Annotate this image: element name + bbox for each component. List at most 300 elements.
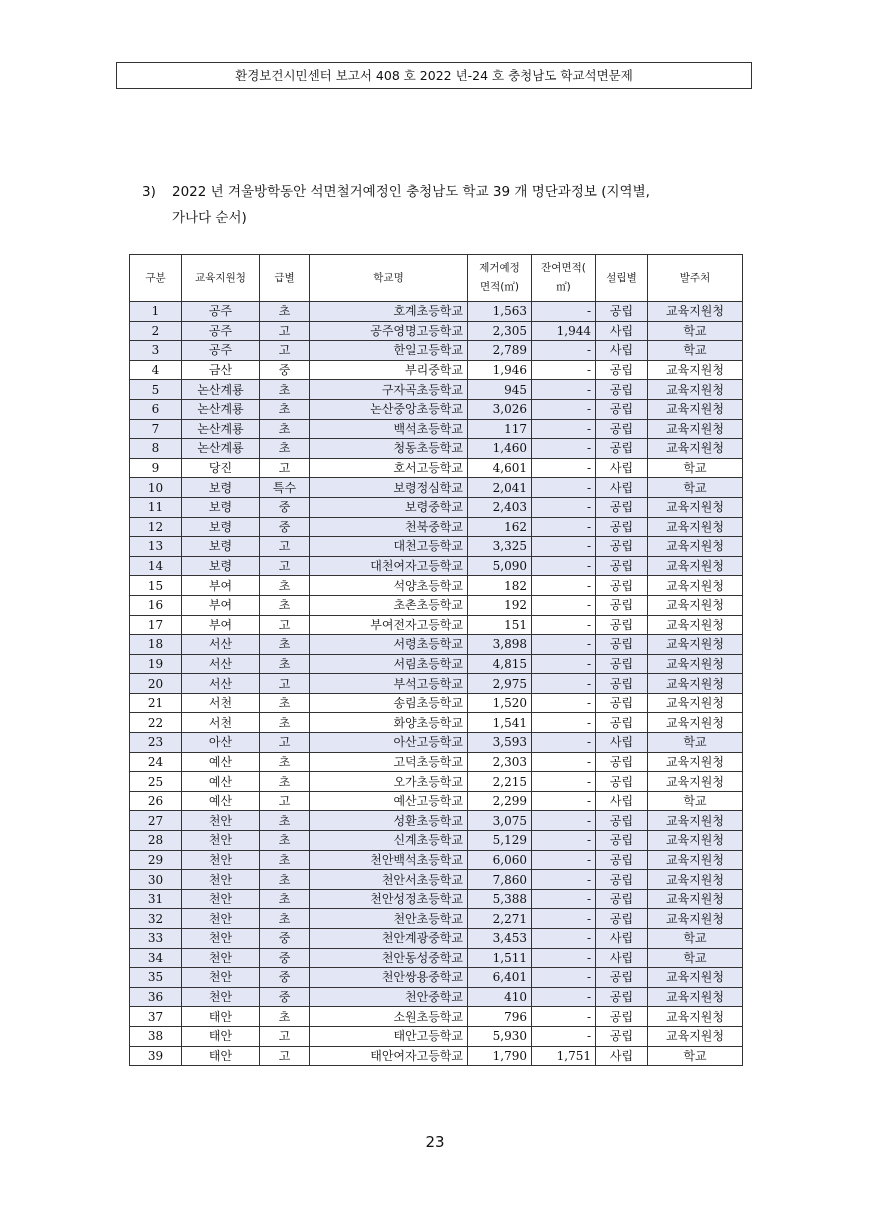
- row-removal-area: 1,946: [468, 360, 532, 380]
- row-number: 10: [130, 478, 182, 498]
- page-number: 23: [425, 1133, 445, 1151]
- row-client: 교육지원청: [648, 615, 743, 635]
- row-establishment-type: 공립: [596, 635, 648, 655]
- row-level: 초: [260, 576, 310, 596]
- table-row: [130, 909, 743, 929]
- row-removal-area: 3,075: [468, 811, 532, 831]
- row-establishment-type: 사립: [596, 733, 648, 753]
- row-school-name: 천안중학교: [310, 987, 468, 1007]
- row-office: 보령: [182, 537, 260, 557]
- col-header-area-line1: 제거예정: [479, 262, 520, 274]
- row-removal-area: 162: [468, 517, 532, 537]
- row-number: 11: [130, 497, 182, 517]
- row-removal-area: 2,299: [468, 791, 532, 811]
- row-number: 9: [130, 458, 182, 478]
- row-number: 30: [130, 870, 182, 890]
- row-remaining-area: -: [532, 478, 596, 498]
- row-establishment-type: 공립: [596, 595, 648, 615]
- row-establishment-type: 공립: [596, 497, 648, 517]
- row-level: 중: [260, 360, 310, 380]
- row-client: 교육지원청: [648, 752, 743, 772]
- col-header-type: 설립별: [596, 255, 648, 302]
- row-office: 천안: [182, 811, 260, 831]
- table-row: [130, 576, 743, 596]
- row-establishment-type: 사립: [596, 458, 648, 478]
- row-office: 공주: [182, 341, 260, 361]
- row-office: 부여: [182, 576, 260, 596]
- row-remaining-area: -: [532, 791, 596, 811]
- row-level: 고: [260, 537, 310, 557]
- row-office: 서천: [182, 713, 260, 733]
- row-school-name: 대천여자고등학교: [310, 556, 468, 576]
- table-row: [130, 968, 743, 988]
- row-school-name: 오가초등학교: [310, 772, 468, 792]
- row-remaining-area: -: [532, 399, 596, 419]
- row-remaining-area: -: [532, 909, 596, 929]
- row-number: 35: [130, 968, 182, 988]
- row-office: 천안: [182, 987, 260, 1007]
- row-number: 14: [130, 556, 182, 576]
- row-number: 16: [130, 595, 182, 615]
- row-level: 고: [260, 791, 310, 811]
- row-level: 초: [260, 811, 310, 831]
- row-level: 특수: [260, 478, 310, 498]
- table-row: [130, 791, 743, 811]
- row-remaining-area: -: [532, 615, 596, 635]
- row-remaining-area: -: [532, 360, 596, 380]
- col-header-office: 교육지원청: [182, 255, 260, 302]
- row-number: 33: [130, 929, 182, 949]
- row-client: 학교: [648, 341, 743, 361]
- table-row: [130, 302, 743, 322]
- row-level: 초: [260, 870, 310, 890]
- row-removal-area: 117: [468, 419, 532, 439]
- row-school-name: 천안성정초등학교: [310, 889, 468, 909]
- row-level: 초: [260, 713, 310, 733]
- row-remaining-area: -: [532, 302, 596, 322]
- row-client: 교육지원청: [648, 987, 743, 1007]
- row-number: 7: [130, 419, 182, 439]
- row-client: 학교: [648, 321, 743, 341]
- row-school-name: 화양초등학교: [310, 713, 468, 733]
- col-header-remain: [532, 255, 596, 302]
- table-row: [130, 595, 743, 615]
- table-row: [130, 497, 743, 517]
- row-client: 교육지원청: [648, 439, 743, 459]
- row-school-name: 천안쌍용중학교: [310, 968, 468, 988]
- row-client: 교육지원청: [648, 399, 743, 419]
- row-client: 교육지원청: [648, 674, 743, 694]
- row-school-name: 서림초등학교: [310, 654, 468, 674]
- row-client: 교육지원청: [648, 1026, 743, 1046]
- row-remaining-area: -: [532, 968, 596, 988]
- row-number: 23: [130, 733, 182, 753]
- row-school-name: 서령초등학교: [310, 635, 468, 655]
- row-level: 초: [260, 595, 310, 615]
- row-number: 4: [130, 360, 182, 380]
- table-row: [130, 439, 743, 459]
- row-establishment-type: 공립: [596, 772, 648, 792]
- row-school-name: 아산고등학교: [310, 733, 468, 753]
- row-client: 교육지원청: [648, 713, 743, 733]
- table-row: [130, 458, 743, 478]
- row-school-name: 천안계광중학교: [310, 929, 468, 949]
- row-office: 부여: [182, 595, 260, 615]
- table-row: [130, 654, 743, 674]
- row-removal-area: 7,860: [468, 870, 532, 890]
- row-client: 학교: [648, 458, 743, 478]
- row-removal-area: 1,511: [468, 948, 532, 968]
- table-row: [130, 380, 743, 400]
- row-establishment-type: 공립: [596, 870, 648, 890]
- row-removal-area: 1,520: [468, 693, 532, 713]
- row-number: 24: [130, 752, 182, 772]
- row-office: 보령: [182, 478, 260, 498]
- row-number: 3: [130, 341, 182, 361]
- row-client: 학교: [648, 1046, 743, 1066]
- row-office: 천안: [182, 968, 260, 988]
- row-remaining-area: -: [532, 439, 596, 459]
- row-removal-area: 151: [468, 615, 532, 635]
- row-level: 초: [260, 693, 310, 713]
- row-number: 5: [130, 380, 182, 400]
- row-school-name: 천안백석초등학교: [310, 850, 468, 870]
- row-level: 중: [260, 948, 310, 968]
- row-establishment-type: 공립: [596, 968, 648, 988]
- table-row: [130, 850, 743, 870]
- row-removal-area: 2,271: [468, 909, 532, 929]
- row-number: 34: [130, 948, 182, 968]
- row-establishment-type: 사립: [596, 948, 648, 968]
- row-remaining-area: -: [532, 1007, 596, 1027]
- row-office: 부여: [182, 615, 260, 635]
- row-remaining-area: -: [532, 595, 596, 615]
- row-number: 27: [130, 811, 182, 831]
- row-level: 고: [260, 733, 310, 753]
- row-office: 논산계룡: [182, 439, 260, 459]
- row-number: 36: [130, 987, 182, 1007]
- table-row: [130, 752, 743, 772]
- row-school-name: 공주영명고등학교: [310, 321, 468, 341]
- table-row: [130, 635, 743, 655]
- table-row: [130, 478, 743, 498]
- row-remaining-area: -: [532, 713, 596, 733]
- row-removal-area: 1,790: [468, 1046, 532, 1066]
- row-office: 천안: [182, 909, 260, 929]
- row-office: 천안: [182, 831, 260, 851]
- row-establishment-type: 공립: [596, 399, 648, 419]
- row-school-name: 성환초등학교: [310, 811, 468, 831]
- row-level: 중: [260, 987, 310, 1007]
- row-office: 태안: [182, 1026, 260, 1046]
- row-establishment-type: 공립: [596, 302, 648, 322]
- row-level: 중: [260, 497, 310, 517]
- row-remaining-area: -: [532, 948, 596, 968]
- row-level: 중: [260, 968, 310, 988]
- row-office: 당진: [182, 458, 260, 478]
- row-removal-area: 5,129: [468, 831, 532, 851]
- row-level: 고: [260, 615, 310, 635]
- row-school-name: 대천고등학교: [310, 537, 468, 557]
- row-office: 예산: [182, 752, 260, 772]
- row-removal-area: 410: [468, 987, 532, 1007]
- row-school-name: 한일고등학교: [310, 341, 468, 361]
- table-row: [130, 537, 743, 557]
- row-school-name: 고덕초등학교: [310, 752, 468, 772]
- row-establishment-type: 공립: [596, 439, 648, 459]
- row-client: 교육지원청: [648, 302, 743, 322]
- row-remaining-area: -: [532, 654, 596, 674]
- row-number: 17: [130, 615, 182, 635]
- row-number: 2: [130, 321, 182, 341]
- row-client: 교육지원청: [648, 380, 743, 400]
- row-remaining-area: -: [532, 341, 596, 361]
- table-row: [130, 360, 743, 380]
- row-number: 38: [130, 1026, 182, 1046]
- row-remaining-area: -: [532, 752, 596, 772]
- row-removal-area: 5,930: [468, 1026, 532, 1046]
- row-number: 22: [130, 713, 182, 733]
- row-client: 교육지원청: [648, 654, 743, 674]
- row-school-name: 천안서초등학교: [310, 870, 468, 890]
- row-school-name: 신계초등학교: [310, 831, 468, 851]
- row-number: 37: [130, 1007, 182, 1027]
- row-number: 25: [130, 772, 182, 792]
- row-client: 교육지원청: [648, 537, 743, 557]
- row-office: 논산계룡: [182, 399, 260, 419]
- row-level: 고: [260, 458, 310, 478]
- table-row: [130, 556, 743, 576]
- row-removal-area: 3,026: [468, 399, 532, 419]
- row-removal-area: 4,601: [468, 458, 532, 478]
- school-table: [129, 254, 743, 1066]
- row-client: 학교: [648, 733, 743, 753]
- table-row: [130, 419, 743, 439]
- table-row: [130, 870, 743, 890]
- row-level: 고: [260, 556, 310, 576]
- col-header-remain-line1: 잔여면적(: [541, 262, 586, 274]
- row-establishment-type: 공립: [596, 1007, 648, 1027]
- table-row: [130, 713, 743, 733]
- row-removal-area: 1,460: [468, 439, 532, 459]
- row-office: 보령: [182, 497, 260, 517]
- table-row: [130, 674, 743, 694]
- row-remaining-area: 1,751: [532, 1046, 596, 1066]
- row-removal-area: 192: [468, 595, 532, 615]
- row-removal-area: 6,060: [468, 850, 532, 870]
- row-school-name: 청동초등학교: [310, 439, 468, 459]
- row-office: 논산계룡: [182, 380, 260, 400]
- row-establishment-type: 공립: [596, 1026, 648, 1046]
- row-school-name: 천북중학교: [310, 517, 468, 537]
- row-school-name: 부리중학교: [310, 360, 468, 380]
- row-client: 교육지원청: [648, 811, 743, 831]
- row-school-name: 구자곡초등학교: [310, 380, 468, 400]
- row-client: 교육지원청: [648, 693, 743, 713]
- row-client: 교육지원청: [648, 831, 743, 851]
- row-client: 교육지원청: [648, 889, 743, 909]
- row-removal-area: 2,975: [468, 674, 532, 694]
- row-remaining-area: -: [532, 831, 596, 851]
- table-row: [130, 321, 743, 341]
- row-school-name: 부석고등학교: [310, 674, 468, 694]
- table-row: [130, 831, 743, 851]
- row-office: 예산: [182, 772, 260, 792]
- row-removal-area: 1,563: [468, 302, 532, 322]
- row-client: 교육지원청: [648, 968, 743, 988]
- row-school-name: 초촌초등학교: [310, 595, 468, 615]
- row-removal-area: 3,453: [468, 929, 532, 949]
- row-number: 6: [130, 399, 182, 419]
- row-school-name: 천안동성중학교: [310, 948, 468, 968]
- row-client: 교육지원청: [648, 870, 743, 890]
- section-number: 3): [142, 184, 156, 200]
- row-establishment-type: 공립: [596, 752, 648, 772]
- row-office: 천안: [182, 850, 260, 870]
- row-level: 초: [260, 772, 310, 792]
- table-row: [130, 399, 743, 419]
- row-establishment-type: 사립: [596, 321, 648, 341]
- row-removal-area: 6,401: [468, 968, 532, 988]
- row-number: 8: [130, 439, 182, 459]
- col-header-no: 구분: [130, 255, 182, 302]
- table-row: [130, 341, 743, 361]
- table-row: [130, 615, 743, 635]
- row-school-name: 예산고등학교: [310, 791, 468, 811]
- col-header-area-line2: 면적(㎡): [480, 281, 519, 293]
- row-office: 보령: [182, 556, 260, 576]
- row-client: 교육지원청: [648, 595, 743, 615]
- row-removal-area: 1,541: [468, 713, 532, 733]
- row-remaining-area: -: [532, 772, 596, 792]
- row-office: 태안: [182, 1046, 260, 1066]
- row-office: 천안: [182, 948, 260, 968]
- row-client: 교육지원청: [648, 1007, 743, 1027]
- row-number: 19: [130, 654, 182, 674]
- row-level: 초: [260, 635, 310, 655]
- table-row: [130, 1046, 743, 1066]
- row-level: 초: [260, 380, 310, 400]
- row-office: 공주: [182, 321, 260, 341]
- row-remaining-area: -: [532, 811, 596, 831]
- row-level: 초: [260, 654, 310, 674]
- row-level: 초: [260, 399, 310, 419]
- row-office: 보령: [182, 517, 260, 537]
- row-level: 고: [260, 321, 310, 341]
- row-establishment-type: 공립: [596, 576, 648, 596]
- table-row: [130, 929, 743, 949]
- row-office: 서산: [182, 674, 260, 694]
- row-establishment-type: 공립: [596, 674, 648, 694]
- row-remaining-area: -: [532, 929, 596, 949]
- row-level: 초: [260, 909, 310, 929]
- row-level: 고: [260, 1046, 310, 1066]
- row-number: 31: [130, 889, 182, 909]
- row-remaining-area: -: [532, 419, 596, 439]
- row-client: 교육지원청: [648, 850, 743, 870]
- row-client: 교육지원청: [648, 556, 743, 576]
- table-row: [130, 693, 743, 713]
- row-client: 교육지원청: [648, 360, 743, 380]
- row-removal-area: 796: [468, 1007, 532, 1027]
- col-header-remain-line2: ㎡): [556, 281, 571, 293]
- row-remaining-area: -: [532, 889, 596, 909]
- row-remaining-area: -: [532, 870, 596, 890]
- row-number: 32: [130, 909, 182, 929]
- table-row: [130, 987, 743, 1007]
- row-establishment-type: 공립: [596, 909, 648, 929]
- row-establishment-type: 사립: [596, 929, 648, 949]
- row-establishment-type: 공립: [596, 811, 648, 831]
- row-remaining-area: -: [532, 733, 596, 753]
- row-establishment-type: 공립: [596, 850, 648, 870]
- row-office: 천안: [182, 870, 260, 890]
- row-office: 천안: [182, 889, 260, 909]
- row-removal-area: 2,403: [468, 497, 532, 517]
- row-establishment-type: 공립: [596, 987, 648, 1007]
- row-establishment-type: 공립: [596, 517, 648, 537]
- row-remaining-area: -: [532, 537, 596, 557]
- row-remaining-area: -: [532, 576, 596, 596]
- row-office: 태안: [182, 1007, 260, 1027]
- row-establishment-type: 공립: [596, 360, 648, 380]
- table-header-row: [130, 255, 743, 302]
- section-intro: [142, 179, 742, 231]
- row-remaining-area: -: [532, 850, 596, 870]
- row-removal-area: 2,303: [468, 752, 532, 772]
- row-removal-area: 4,815: [468, 654, 532, 674]
- row-establishment-type: 사립: [596, 478, 648, 498]
- table-row: [130, 948, 743, 968]
- row-removal-area: 2,305: [468, 321, 532, 341]
- row-school-name: 태안고등학교: [310, 1026, 468, 1046]
- row-level: 중: [260, 929, 310, 949]
- row-office: 금산: [182, 360, 260, 380]
- row-establishment-type: 공립: [596, 419, 648, 439]
- row-removal-area: 2,041: [468, 478, 532, 498]
- row-level: 고: [260, 341, 310, 361]
- row-client: 교육지원청: [648, 419, 743, 439]
- row-client: 학교: [648, 929, 743, 949]
- row-removal-area: 3,325: [468, 537, 532, 557]
- row-client: 학교: [648, 791, 743, 811]
- row-school-name: 송림초등학교: [310, 693, 468, 713]
- row-number: 1: [130, 302, 182, 322]
- section-title-line1: 2022 년 겨울방학동안 석면철거예정인 충청남도 학교 39 개 명단과정보 (지역별,: [172, 184, 650, 200]
- row-remaining-area: -: [532, 556, 596, 576]
- row-number: 28: [130, 831, 182, 851]
- row-remaining-area: -: [532, 693, 596, 713]
- row-establishment-type: 사립: [596, 341, 648, 361]
- row-number: 29: [130, 850, 182, 870]
- row-removal-area: 5,090: [468, 556, 532, 576]
- row-office: 천안: [182, 929, 260, 949]
- row-school-name: 백석초등학교: [310, 419, 468, 439]
- row-school-name: 보령중학교: [310, 497, 468, 517]
- table-row: [130, 733, 743, 753]
- row-remaining-area: -: [532, 380, 596, 400]
- row-level: 초: [260, 831, 310, 851]
- row-client: 교육지원청: [648, 635, 743, 655]
- table-row: [130, 1026, 743, 1046]
- row-establishment-type: 공립: [596, 615, 648, 635]
- row-level: 고: [260, 1026, 310, 1046]
- row-remaining-area: -: [532, 1026, 596, 1046]
- row-number: 39: [130, 1046, 182, 1066]
- row-level: 초: [260, 1007, 310, 1027]
- row-remaining-area: -: [532, 497, 596, 517]
- row-number: 26: [130, 791, 182, 811]
